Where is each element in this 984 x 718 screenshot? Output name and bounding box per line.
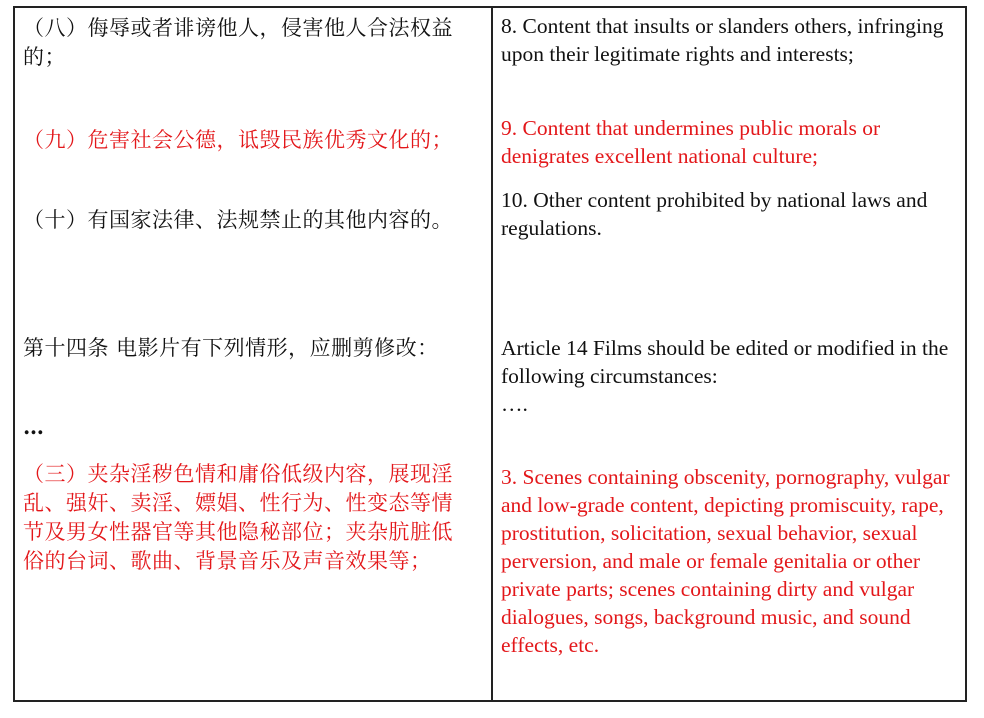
column-divider bbox=[491, 8, 493, 700]
en-item-8: 8. Content that insults or slanders others, infringing upon their legitimate rights and interests; bbox=[501, 14, 944, 66]
bilingual-regulation-table bbox=[13, 6, 967, 702]
zh-item-8: （八）侮辱或者诽谤他人，侵害他人合法权益的； bbox=[23, 16, 453, 69]
en-item-10: 10. Other content prohibited by national laws and regulations. bbox=[501, 188, 928, 240]
en-item-9: 9. Content that undermines public morals or denigrates excellent national culture; bbox=[501, 116, 881, 168]
zh-item-3: （三）夹杂淫秽色情和庸俗低级内容，展现淫乱、强奸、卖淫、嫖娼、性行为、性变态等情节及男女性器官等其他隐秘部位；夹杂肮脏低俗的台词、歌曲、背景音乐及声音效果等； bbox=[23, 462, 453, 573]
en-item-3: 3. Scenes containing obscenity, pornography, vulgar and low-grade content, depicting promiscuity, rape, prostitution, solicitation, sexual behavior, sexual perversion, and male or female genitalia or other private parts; scenes containing dirty and vulgar dialogues, songs, background music, and sound effects, etc. bbox=[501, 465, 950, 657]
en-ellipsis: …. bbox=[501, 392, 528, 416]
zh-ellipsis: … bbox=[23, 414, 45, 439]
zh-item-10: （十）有国家法律、法规禁止的其他内容的。 bbox=[23, 208, 453, 232]
en-article-14: Article 14 Films should be edited or modified in the following circumstances: bbox=[501, 336, 949, 388]
zh-item-9: （九）危害社会公德，诋毁民族优秀文化的； bbox=[23, 128, 453, 152]
zh-article-14: 第十四条 电影片有下列情形，应删剪修改： bbox=[23, 336, 439, 360]
